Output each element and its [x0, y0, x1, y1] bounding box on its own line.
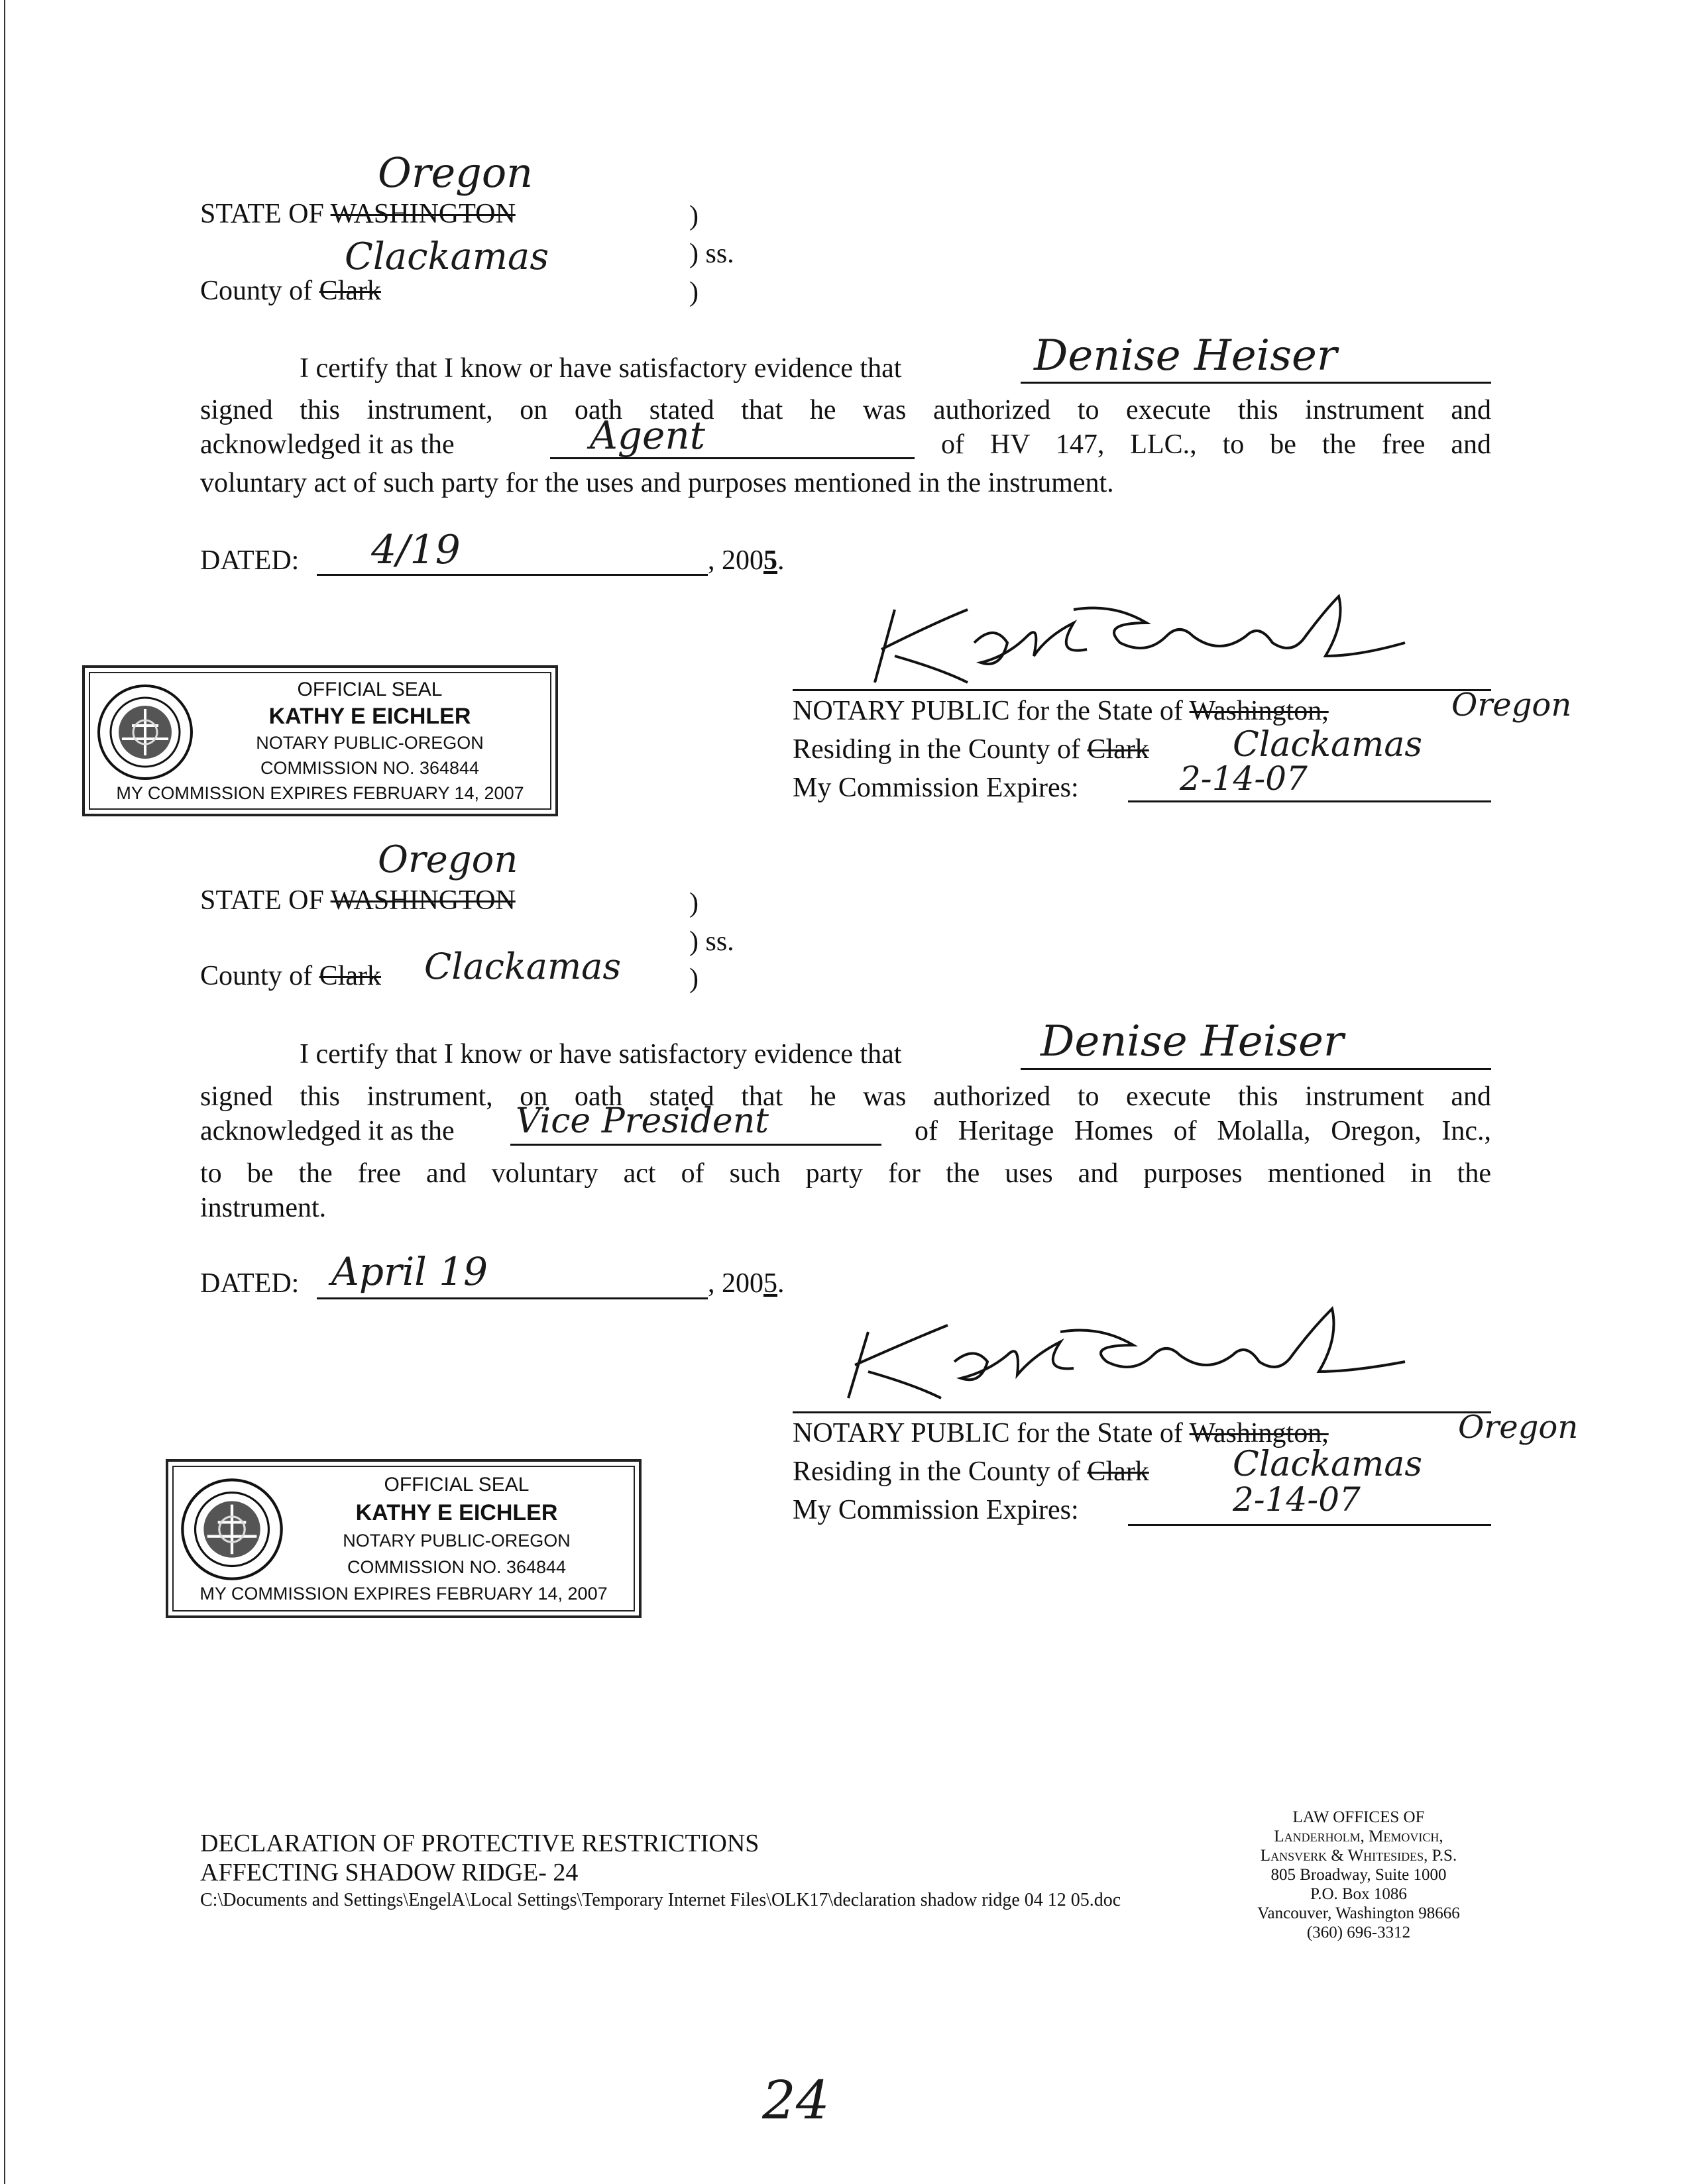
seal-title: OFFICIAL SEAL [384, 1474, 530, 1496]
county-handwritten: Clackamas [424, 946, 622, 987]
seal-line: MY COMMISSION EXPIRES FEBRUARY 14, 2007 [199, 1584, 608, 1604]
footer-title-line: DECLARATION OF PROTECTIVE RESTRICTIONS [200, 1829, 759, 1857]
role-handwritten: Vice President [516, 1101, 769, 1141]
paragraph-line: instrument. [200, 1193, 327, 1223]
date-underline [317, 1297, 708, 1299]
footer-title-line: AFFECTING SHADOW RIDGE- 24 [200, 1859, 579, 1886]
footer-file-path: C:\Documents and Settings\EngelA\Local Settings\Temporary Internet Files\OLK17\declaration shadow ridge 04 12 05.doc [200, 1890, 1121, 1910]
law-firm-line: P.O. Box 1086 [1310, 1885, 1407, 1903]
paragraph-line: acknowledged it as the [200, 429, 455, 460]
signature-line [793, 689, 1491, 691]
dated-label: DATED: [200, 545, 300, 576]
certify-paragraph [200, 391, 1491, 429]
law-firm-line: Landerholm, Memovich, [1274, 1828, 1443, 1845]
notary-county-handwritten: Clackamas [1233, 725, 1423, 765]
notary-county-line: Residing in the County of Clark [793, 734, 1149, 765]
official-seal-stamp [82, 665, 558, 816]
expires-underline [1128, 800, 1491, 802]
date-handwritten: April 19 [331, 1249, 488, 1294]
county-label: County of Clark [200, 961, 381, 991]
role-handwritten: Agent [590, 413, 705, 458]
seal-line: COMMISSION NO. 364844 [260, 758, 480, 778]
expires-underline [1128, 1524, 1491, 1526]
page-number-handwritten: 24 [762, 2069, 830, 2131]
certify-line: I certify that I know or have satisfactory evidence that [300, 353, 902, 384]
law-firm-line: 805 Broadway, Suite 1000 [1270, 1866, 1447, 1884]
notary-signature [822, 1299, 1418, 1411]
role-underline [550, 457, 915, 459]
paragraph-line: signed this instrument, on oath stated that he was authorized to execute this instrument and [200, 395, 1491, 425]
law-firm-line: (360) 696-3312 [1306, 1924, 1411, 1941]
notary-state-line: NOTARY PUBLIC for the State of Washington, [793, 696, 1329, 726]
paragraph-line: voluntary act of such party for the uses and purposes mentioned in the instrument. [200, 468, 1114, 498]
commission-expires-label: My Commission Expires: [793, 1495, 1079, 1525]
notary-state-struck: Washington, [1189, 1418, 1329, 1448]
signature-line [793, 1411, 1491, 1413]
year-label: , 2005. [708, 1268, 785, 1299]
county-struck: Clark [319, 961, 381, 991]
ss-label: ) ss. [689, 926, 734, 957]
paren: ) [689, 201, 699, 231]
signer-handwritten: Denise Heiser [1040, 1017, 1344, 1066]
notary-county-line: Residing in the County of Clark [793, 1456, 1149, 1487]
role-underline [510, 1144, 881, 1146]
notary-county-struck: Clark [1087, 734, 1149, 765]
footer-document-title [200, 1829, 759, 1887]
law-firm-block [1193, 1808, 1524, 1942]
state-handwritten: Oregon [378, 148, 534, 197]
state-struck: WASHINGTON [330, 885, 516, 916]
paragraph-line: signed this instrument, on oath stated that he was authorized to execute this instrument and [200, 1081, 1491, 1112]
paragraph-line: to be the free and voluntary act of such party for the uses and purposes mentioned in the [200, 1158, 1491, 1189]
expires-handwritten: 2-14-07 [1233, 1480, 1361, 1519]
seal-line: NOTARY PUBLIC-OREGON [343, 1531, 571, 1551]
law-firm-line: Vancouver, Washington 98666 [1257, 1904, 1460, 1922]
signer-underline [1021, 382, 1491, 384]
county-label: County of Clark [200, 276, 381, 306]
notary-state-struck: Washington, [1189, 696, 1329, 726]
ss-label: ) ss. [689, 239, 734, 269]
official-seal-stamp [166, 1459, 642, 1618]
year-handwritten: 5 [763, 1268, 777, 1299]
notary-county-handwritten: Clackamas [1233, 1445, 1423, 1484]
law-firm-line: Lansverk & Whitesides, P.S. [1260, 1847, 1457, 1865]
state-handwritten: Oregon [378, 838, 518, 881]
certify-paragraph-cont [200, 1154, 1491, 1193]
commission-expires-label: My Commission Expires: [793, 773, 1079, 803]
expires-handwritten: 2-14-07 [1180, 759, 1308, 798]
seal-title: OFFICIAL SEAL [297, 679, 443, 700]
notary-signature [835, 583, 1418, 696]
signer-handwritten: Denise Heiser [1034, 331, 1337, 380]
state-label: STATE OF WASHINGTON [200, 885, 516, 916]
county-struck: Clark [319, 276, 381, 306]
notary-state-handwritten: Oregon [1458, 1409, 1579, 1446]
date-underline [317, 574, 708, 576]
certify-line: I certify that I know or have satisfactory evidence that [300, 1039, 902, 1069]
date-handwritten: 4/19 [371, 527, 461, 573]
scan-edge-line [4, 0, 5, 2184]
seal-name: KATHY E EICHLER [268, 704, 471, 729]
notary-county-struck: Clark [1087, 1456, 1149, 1487]
seal-name: KATHY E EICHLER [355, 1500, 558, 1525]
paren: ) [689, 888, 699, 918]
paragraph-line: of Heritage Homes of Molalla, Oregon, Inc., [915, 1116, 1491, 1146]
dated-label: DATED: [200, 1268, 300, 1299]
paragraph-line: acknowledged it as the [200, 1116, 455, 1146]
law-firm-line: LAW OFFICES OF [1292, 1808, 1425, 1826]
county-handwritten: Clackamas [345, 235, 549, 278]
paren: ) [689, 963, 699, 994]
state-struck: WASHINGTON [330, 199, 516, 229]
signer-underline [1021, 1068, 1491, 1070]
notary-state-line: NOTARY PUBLIC for the State of Washington, [793, 1418, 1329, 1448]
seal-line: COMMISSION NO. 364844 [347, 1557, 567, 1577]
year-label: , 2005. [708, 545, 785, 576]
seal-line: MY COMMISSION EXPIRES FEBRUARY 14, 2007 [116, 783, 524, 803]
notary-state-handwritten: Oregon [1451, 686, 1572, 724]
certify-paragraph [200, 1077, 1491, 1116]
seal-line: NOTARY PUBLIC-OREGON [256, 733, 484, 753]
paren: ) [689, 277, 699, 307]
state-label: STATE OF WASHINGTON [200, 199, 516, 229]
year-handwritten: 5 [763, 545, 777, 576]
paragraph-line: of HV 147, LLC., to be the free and [941, 429, 1491, 460]
